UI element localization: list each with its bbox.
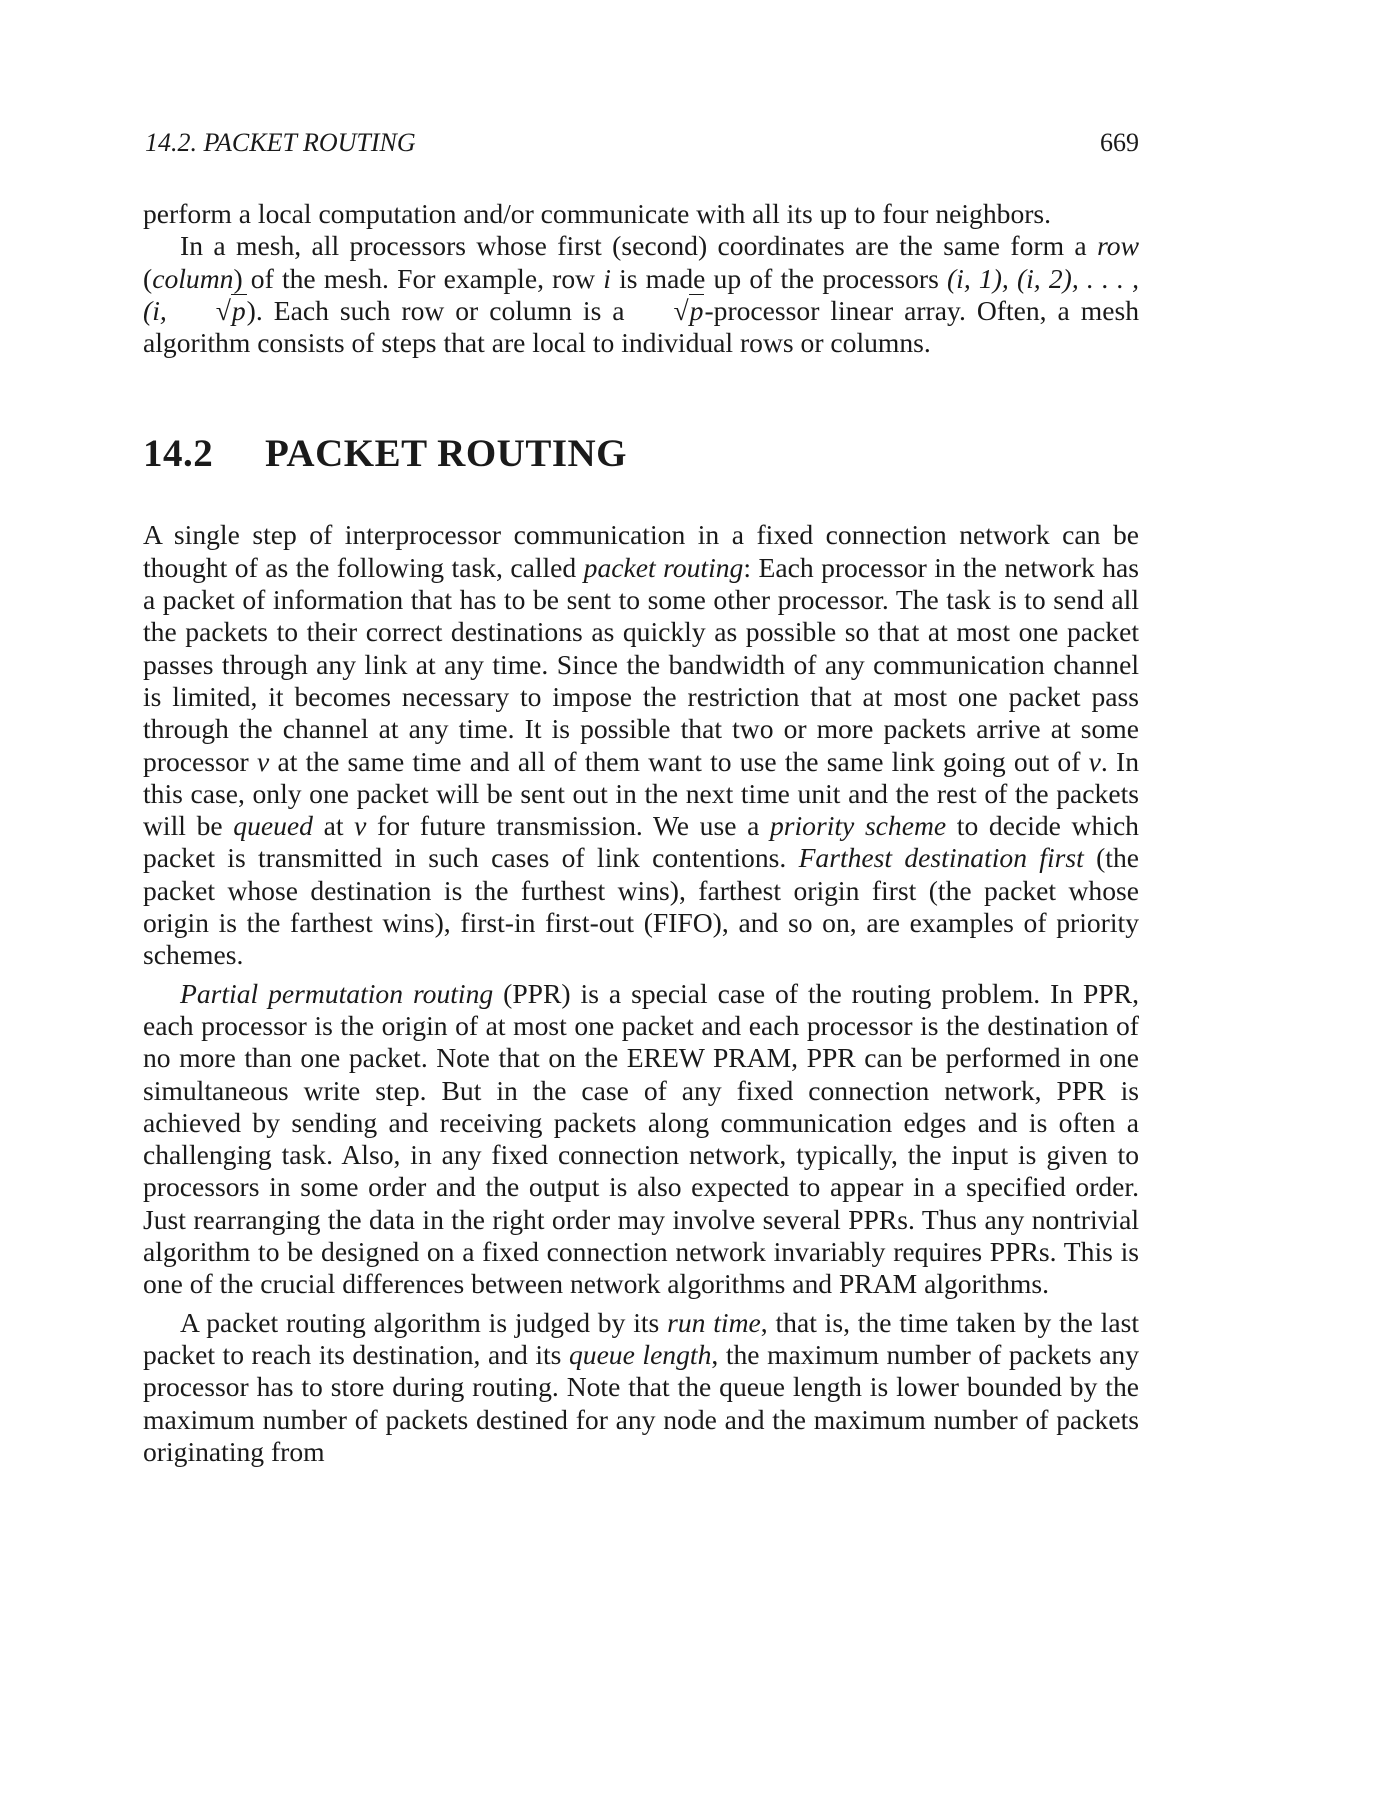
para1-text-g: to decide which packet is transmitted in such cases of link contentions. <box>143 810 1139 874</box>
radicand-p: p <box>231 294 246 326</box>
term-queued: queued <box>233 810 313 842</box>
para2-text-a: (PPR) is a special case of the routing problem. In PPR, each processor is the origin of at most one packet and each processor is the destination of no more than one packet. Note that on the EREW PRAM, PPR can be performed in one simultaneous write step. But in the case of any fixed connection network, PPR is achieved by sending and receiving packets along communication edges and is often a challenging task. Also, in any fixed connection network, typically, the input is given to processors in some order and the output is also expected to appear in a specified order. Just rearranging the data in the right order may involve several PPRs. Thus any nontrivial algorithm to be designed on a fixed connection network invariably requires PPRs. This is one of the crucial differences between network algorithms and PRAM algorithms. <box>143 977 1139 1300</box>
math-processor-list: (i, 1), (i, 2), . . . , (i, <box>143 262 1139 326</box>
section-heading <box>143 431 1139 477</box>
term-column: column <box>152 262 234 294</box>
para1-text-f: for future transmission. We use a <box>366 810 770 842</box>
para3-text-b: , that is, the time taken by the last packet to reach its destination, and its <box>143 1306 1139 1370</box>
term-priority-scheme: priority scheme <box>769 810 947 842</box>
para1-text-a: A single step of interprocessor communication in a fixed connection network can be thought of as the following task, called <box>143 519 1139 583</box>
section-number: 14.2 <box>143 432 214 476</box>
para1-text-e: at <box>312 810 355 842</box>
paragraph-run-time <box>143 1307 1139 1468</box>
running-head <box>143 128 1139 166</box>
intro-p2-text-b: ( <box>143 262 153 294</box>
para3-text-a: A packet routing algorithm is judged by its <box>180 1306 668 1338</box>
term-farthest-destination-first: Farthest destination first <box>798 842 1084 874</box>
intro-p2-text-a: In a mesh, all processors whose first (second) coordinates are the same form a <box>180 230 1098 262</box>
term-run-time: run time <box>667 1306 761 1338</box>
math-v: v <box>354 810 367 842</box>
intro-paragraph-2 <box>143 230 1139 359</box>
running-head-title: 14.2. PACKET ROUTING <box>145 128 416 157</box>
term-packet-routing: packet routing <box>583 551 744 583</box>
para3-text-c: , the maximum number of packets any processor has to store during routing. Note that the queue length is lower bounded by the maximum number of packets destined for any node and the maximum number of packets originating from <box>143 1338 1139 1467</box>
section-title: PACKET ROUTING <box>265 432 628 476</box>
paragraph-partial-permutation-routing <box>143 978 1139 1301</box>
math-i: i <box>603 262 611 294</box>
term-row: row <box>1097 230 1139 262</box>
para1-text-h: (the packet whose destination is the furthest wins), farthest origin first (the packet whose origin is the farthest wins), first-in first-out (FIFO), and so on, are examples of priority schemes. <box>143 842 1139 971</box>
radicand-p-2: p <box>689 294 704 326</box>
math-sqrt-p <box>178 295 247 327</box>
math-sqrt-p-2 <box>636 295 705 327</box>
term-partial-permutation-routing: Partial permutation routing <box>180 977 494 1009</box>
radical-sign: √ <box>215 294 231 326</box>
page-number: 669 <box>1100 128 1139 157</box>
intro-p2-text-d: is made up of the processors <box>610 262 947 294</box>
radical-sign: √ <box>673 294 689 326</box>
para1-text-c: at the same time and all of them want to use the same link going out of <box>269 745 1089 777</box>
para1-text-b: : Each processor in the network has a packet of information that has to be sent to some other processor. The task is to send all the packets to their correct destinations as quickly as possible so that at most one packet passes through any link at any time. Since the bandwidth of any communication channel is limited, it becomes necessary to impose the restriction that at most one packet pass through the channel at any time. It is possible that two or more packets arrive at some processor <box>143 551 1139 777</box>
book-page <box>143 128 1139 1468</box>
intro-paragraph-1 <box>143 198 1139 230</box>
intro-p2-text-c: ) of the mesh. For example, row <box>233 262 604 294</box>
intro-p2-text-e: . Each such row or column is a <box>255 294 636 326</box>
intro-p1-text: perform a local computation and/or communicate with all its up to four neighbors. <box>143 198 1052 229</box>
term-queue-length: queue length <box>568 1338 712 1370</box>
para1-text-d: . In this case, only one packet will be sent out in the next time unit and the rest of the packets will be <box>143 745 1140 842</box>
intro-p2-text-f: -processor linear array. Often, a mesh algorithm consists of steps that are local to individual rows or columns. <box>143 294 1139 359</box>
math-v: v <box>1088 745 1101 777</box>
math-processor-list-end: ) <box>246 294 256 326</box>
math-v: v <box>256 745 270 777</box>
paragraph-packet-routing <box>143 519 1139 971</box>
